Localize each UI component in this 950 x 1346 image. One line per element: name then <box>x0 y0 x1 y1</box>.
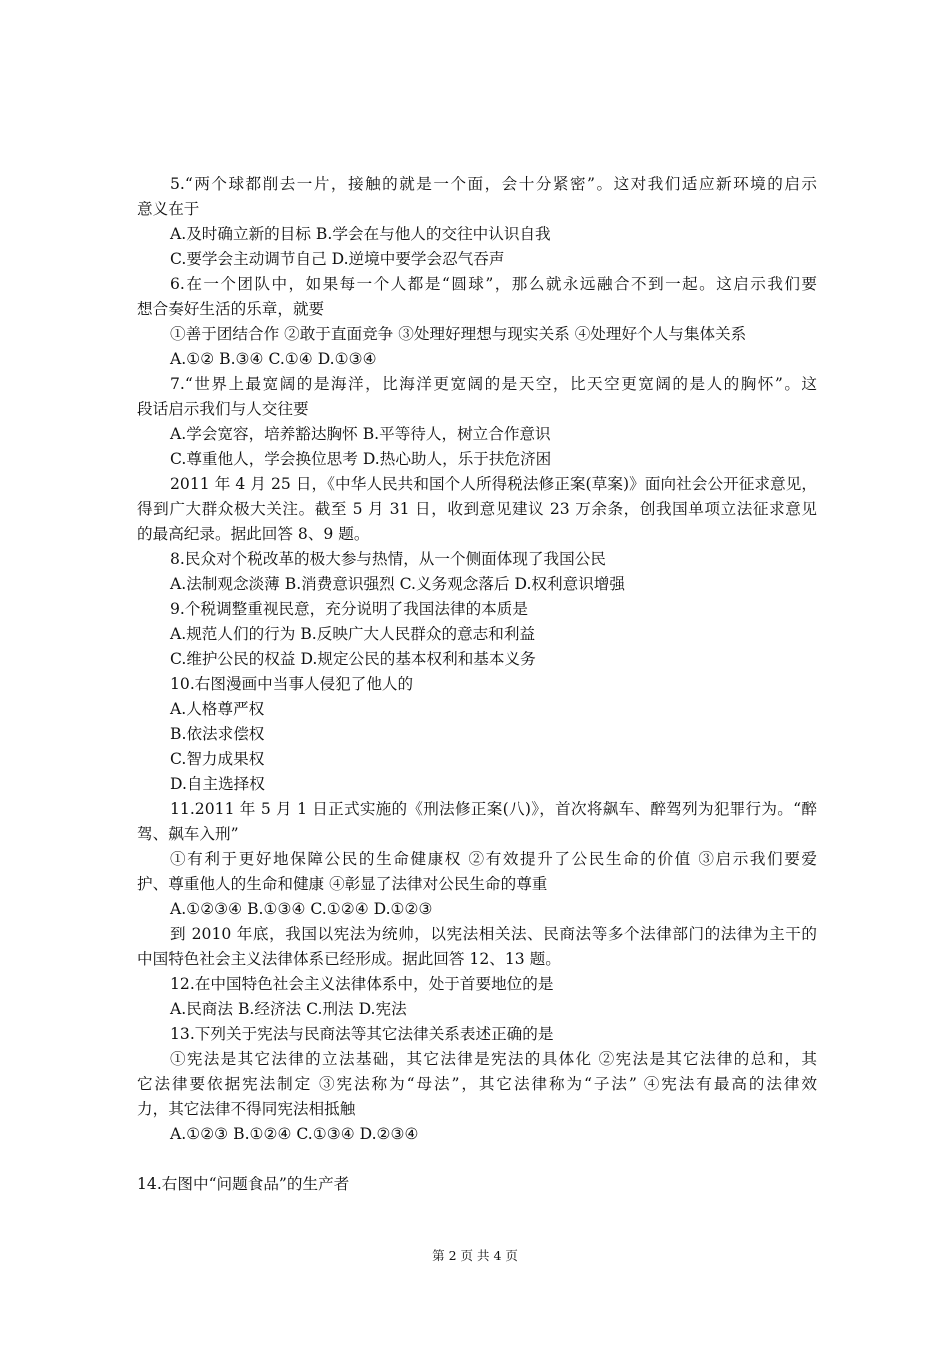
question-5-stem: 5.“两个球都削去一片，接触的就是一个面，会十分紧密”。这对我们适应新环境的启示 <box>170 175 817 193</box>
question-5-options-ab: A.及时确立新的目标 B.学会在与他人的交往中认识自我 <box>170 225 551 243</box>
question-11-items-cont: 护、尊重他人的生命和健康 ④彰显了法律对公民生命的尊重 <box>137 875 548 893</box>
question-9-options-cd: C.维护公民的权益 D.规定公民的基本权利和基本义务 <box>170 650 536 668</box>
passage-12-13: 到 2010 年底，我国以宪法为统帅，以宪法相关法、民商法等多个法律部门的法律为主干的 <box>170 925 817 943</box>
question-11-items: ①有利于更好地保障公民的生命健康权 ②有效提升了公民生命的价值 ③启示我们要爱 <box>170 850 817 868</box>
question-9-stem: 9.个税调整重视民意，充分说明了我国法律的本质是 <box>170 600 528 618</box>
question-6-items: ①善于团结合作 ②敢于直面竞争 ③处理好理想与现实关系 ④处理好个人与集体关系 <box>170 325 747 343</box>
question-6-stem-cont: 想合奏好生活的乐章，就要 <box>137 300 325 318</box>
question-13-items: ①宪法是其它法律的立法基础，其它法律是宪法的具体化 ②宪法是其它法律的总和，其 <box>170 1050 817 1068</box>
question-5-options-cd: C.要学会主动调节自己 D.逆境中要学会忍气吞声 <box>170 250 505 268</box>
question-11-stem-cont: 驾、飙车入刑” <box>137 825 239 843</box>
question-14-stem: 14.右图中“问题食品”的生产者 <box>137 1175 350 1193</box>
question-13-options: A.①②③ B.①②④ C.①③④ D.②③④ <box>170 1125 419 1143</box>
question-13-stem: 13.下列关于宪法与民商法等其它法律关系表述正确的是 <box>170 1025 554 1043</box>
question-9-options-ab: A.规范人们的行为 B.反映广大人民群众的意志和利益 <box>170 625 536 643</box>
question-13-items-cont: 它法律要依据宪法制定 ③宪法称为“母法”，其它法律称为“子法” ④宪法有最高的法律效 <box>137 1075 817 1093</box>
question-11-stem: 11.2011 年 5 月 1 日正式实施的《刑法修正案(八)》，首次将飙车、醉驾列为犯罪行为。“醉 <box>170 800 817 818</box>
question-8-options: A.法制观念淡薄 B.消费意识强烈 C.义务观念落后 D.权利意识增强 <box>170 575 625 593</box>
question-10-option-b: B.依法求偿权 <box>170 725 265 743</box>
question-12-options: A.民商法 B.经济法 C.刑法 D.宪法 <box>170 1000 407 1018</box>
question-7-options-cd: C.尊重他人，学会换位思考 D.热心助人，乐于扶危济困 <box>170 450 552 468</box>
question-7-stem: 7.“世界上最宽阔的是海洋，比海洋更宽阔的是天空，比天空更宽阔的是人的胸怀”。这 <box>170 375 817 393</box>
question-6-stem: 6.在一个团队中，如果每一个人都是“圆球”，那么就永远融合不到一起。这启示我们要 <box>170 275 817 293</box>
page-footer: 第 2 页 共 4 页 <box>432 1248 518 1263</box>
question-10-stem: 10.右图漫画中当事人侵犯了他人的 <box>170 675 414 693</box>
question-10-option-d: D.自主选择权 <box>170 775 265 793</box>
question-10-option-a: A.人格尊严权 <box>170 700 265 718</box>
question-8-stem: 8.民众对个税改革的极大参与热情，从一个侧面体现了我国公民 <box>170 550 606 568</box>
question-7-options-ab: A.学会宽容，培养豁达胸怀 B.平等待人，树立合作意识 <box>170 425 551 443</box>
question-7-stem-cont: 段话启示我们与人交往要 <box>137 400 309 418</box>
question-6-options: A.①② B.③④ C.①④ D.①③④ <box>170 350 377 368</box>
question-13-items-end: 力，其它法律不得同宪法相抵触 <box>137 1100 356 1118</box>
question-11-options: A.①②③④ B.①③④ C.①②④ D.①②③ <box>170 900 433 918</box>
question-5-stem-cont: 意义在于 <box>137 200 200 218</box>
passage-8-9-end: 的最高纪录。据此回答 8、9 题。 <box>137 525 370 543</box>
passage-8-9-cont: 得到广大群众极大关注。截至 5 月 31 日，收到意见建议 23 万余条，创我国单项立法征求意见 <box>137 500 817 518</box>
passage-12-13-cont: 中国特色社会主义法律体系已经形成。据此回答 12、13 题。 <box>137 950 561 968</box>
question-10-option-c: C.智力成果权 <box>170 750 265 768</box>
passage-8-9: 2011 年 4 月 25 日，《中华人民共和国个人所得税法修正案(草案)》面向社会公开征求意见， <box>170 475 817 493</box>
page-body <box>137 172 817 1147</box>
question-12-stem: 12.在中国特色社会主义法律体系中，处于首要地位的是 <box>170 975 554 993</box>
